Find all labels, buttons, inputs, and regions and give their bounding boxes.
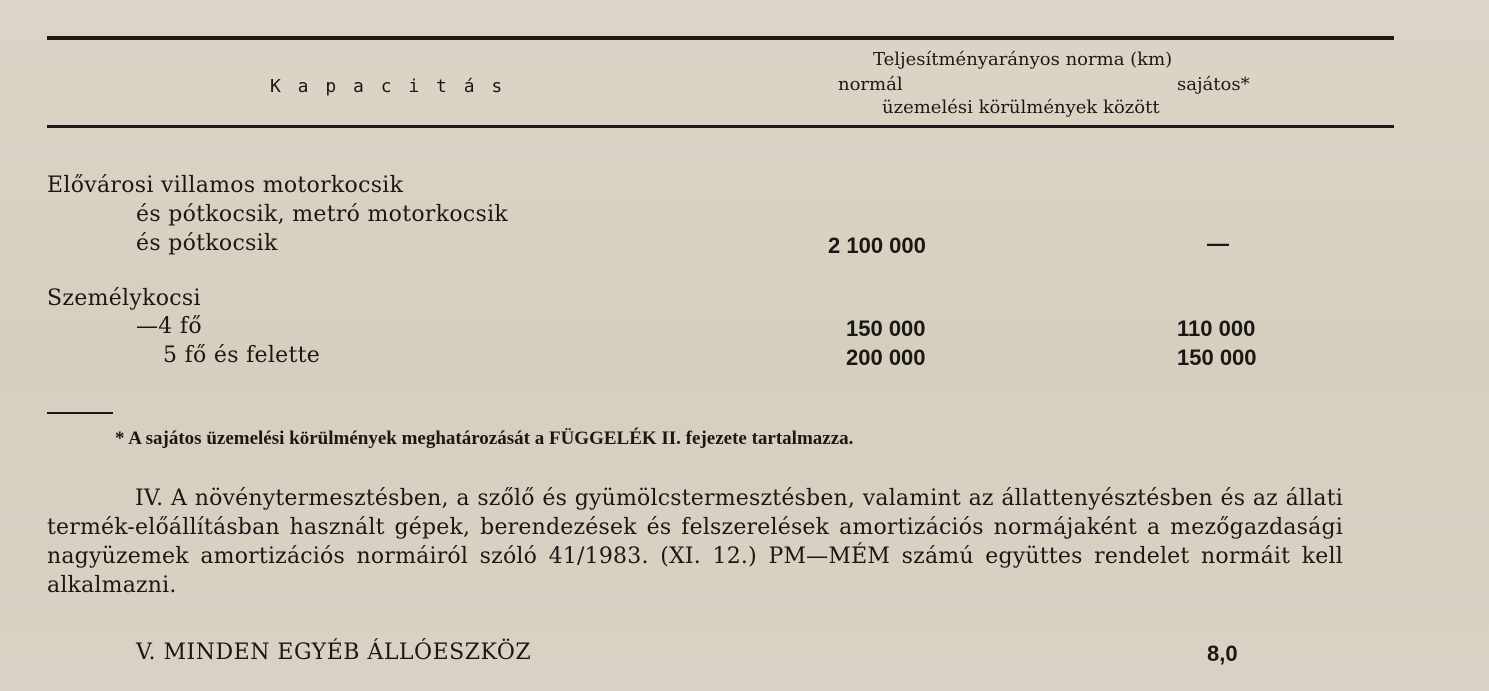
header-norm-title: Teljesítményarányos norma (km) — [873, 49, 1173, 70]
footnote-rule — [47, 412, 113, 414]
table-header-rule — [47, 125, 1394, 128]
row-car-small-label: —4 fő — [136, 314, 202, 339]
row-car-label: Személykocsi — [47, 286, 201, 311]
footnote-text: * A sajátos üzemelési körülmények meghatározását a FÜGGELÉK II. fejezete tartalmazza. — [115, 428, 854, 449]
header-norm-normal: normál — [838, 74, 903, 95]
row-car-large-special: 150 000 — [1177, 345, 1257, 370]
row-suburban-label-3: és pótkocsik — [136, 231, 278, 256]
header-capacity: K a p a c i t á s — [270, 76, 506, 97]
paragraph-iv-text: IV. A növénytermesztésben, a szőlő és gyümölcstermesztésben, valamint az állattenyésztésben és az állati termék-előállításban használt gépek, berendezések és felszerelések amortizációs normájaként a mezőgazdasági nagyüzemek amortizációs normáiról szóló 41/1983. (XI. 12.) PM—MÉM számú együttes rendelet normáit kell alkalmazni. — [47, 486, 1343, 598]
row-suburban-label-1: Elővárosi villamos motorkocsik — [47, 173, 404, 198]
header-norm-conditions: üzemelési körülmények között — [882, 97, 1160, 118]
row-suburban-normal: 2 100 000 — [828, 233, 926, 258]
row-suburban-label-2: és pótkocsik, metró motorkocsik — [136, 202, 509, 227]
header-norm-special: sajátos* — [1177, 74, 1250, 95]
paragraph-iv — [47, 484, 1343, 600]
row-car-large-normal: 200 000 — [846, 345, 926, 370]
table-top-rule — [47, 36, 1394, 40]
section-v-label: V. MINDEN EGYÉB ÁLLÓESZKÖZ — [136, 640, 532, 665]
row-suburban-special: — — [1207, 231, 1229, 256]
row-car-large-label: 5 fő és felette — [163, 343, 321, 368]
row-car-small-special: 110 000 — [1177, 316, 1256, 341]
row-car-small-normal: 150 000 — [846, 316, 926, 341]
section-v-value: 8,0 — [1207, 641, 1238, 666]
